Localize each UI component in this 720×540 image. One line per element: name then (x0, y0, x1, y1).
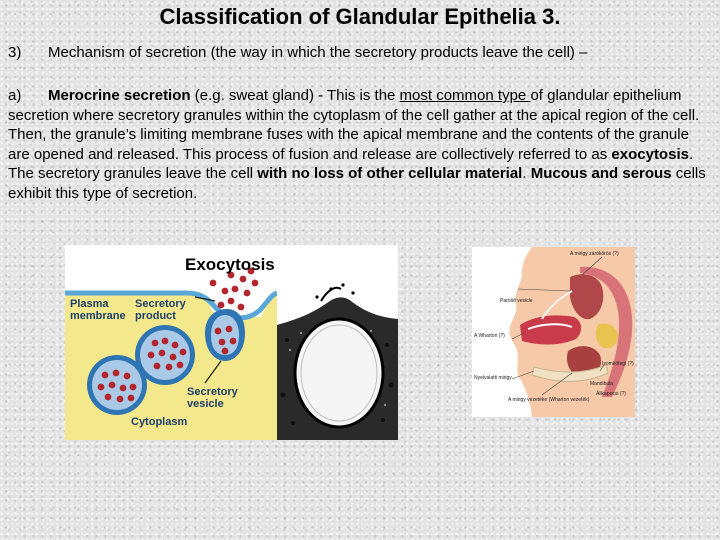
text-segment: cells exhibit this type of secretion. (8, 165, 706, 202)
slide-title: Classification of Glandular Epithelia 3. (159, 4, 561, 29)
label-nyelvalatti: Nyelvalatti mirigy (474, 375, 512, 381)
underlined-text: most common type (399, 87, 531, 104)
merocrine-paragraph (8, 86, 714, 204)
text-segment: (e.g. sweat gland) - This is the (190, 87, 400, 104)
item-text: Mechanism of secretion (the way in which the secretory products leave the cell) – (48, 44, 588, 61)
label-wharton: A Wharton (?) (474, 333, 505, 339)
item-label: a) (8, 87, 22, 104)
text-segment: of glandular epithelium secretion where secretory granules within the cytoplasm of the cell gather at the apical region of the cell. Then, the granule’s limiting membrane fuses with the apical membrane and the contents of the granule are opened and released. This process of fusion and release are collectively referred to as (8, 87, 700, 163)
label-vesicle: vesicle (187, 398, 224, 410)
salivary-glands-figure (472, 247, 635, 417)
label-secretory: Secretory (135, 298, 186, 310)
salivary-glands-illustration (472, 247, 635, 417)
label-mandibula: Mandibula (590, 381, 614, 387)
label-right-2: Állkapocsi (?) (596, 391, 627, 397)
mucous-serous-term: Mucous and serous (530, 165, 672, 183)
label-membrane: membrane (70, 310, 126, 322)
exocytosis-term: exocytosis (611, 145, 689, 163)
electron-micrograph (277, 245, 398, 440)
exocytosis-figure (65, 245, 398, 440)
label-cytoplasm: Cytoplasm (131, 416, 188, 428)
label-product: product (135, 310, 176, 322)
label-secretory-vesicle: Secretory (187, 386, 238, 398)
no-loss-term: with no loss of other cellular material (257, 165, 523, 183)
text-segment: . The secretory granules leave the cell (8, 145, 694, 183)
label-parotid-vesicle: Parotid vesicle (500, 298, 533, 304)
merocrine-heading: Merocrine secretion (48, 87, 191, 104)
label-sublingual: A mirigy zárókörös (?) (570, 251, 619, 257)
text-segment: . (522, 165, 531, 183)
label-right-1: Izomkötegi (?) (602, 361, 634, 367)
exocytosis-diagram (65, 245, 398, 440)
label-submandibular: A mirigy vezetéke (Wharton vezeték) (508, 397, 590, 403)
figure-title: Exocytosis (185, 255, 275, 274)
item-number: 3) (8, 44, 22, 61)
label-plasma: Plasma (70, 298, 109, 310)
